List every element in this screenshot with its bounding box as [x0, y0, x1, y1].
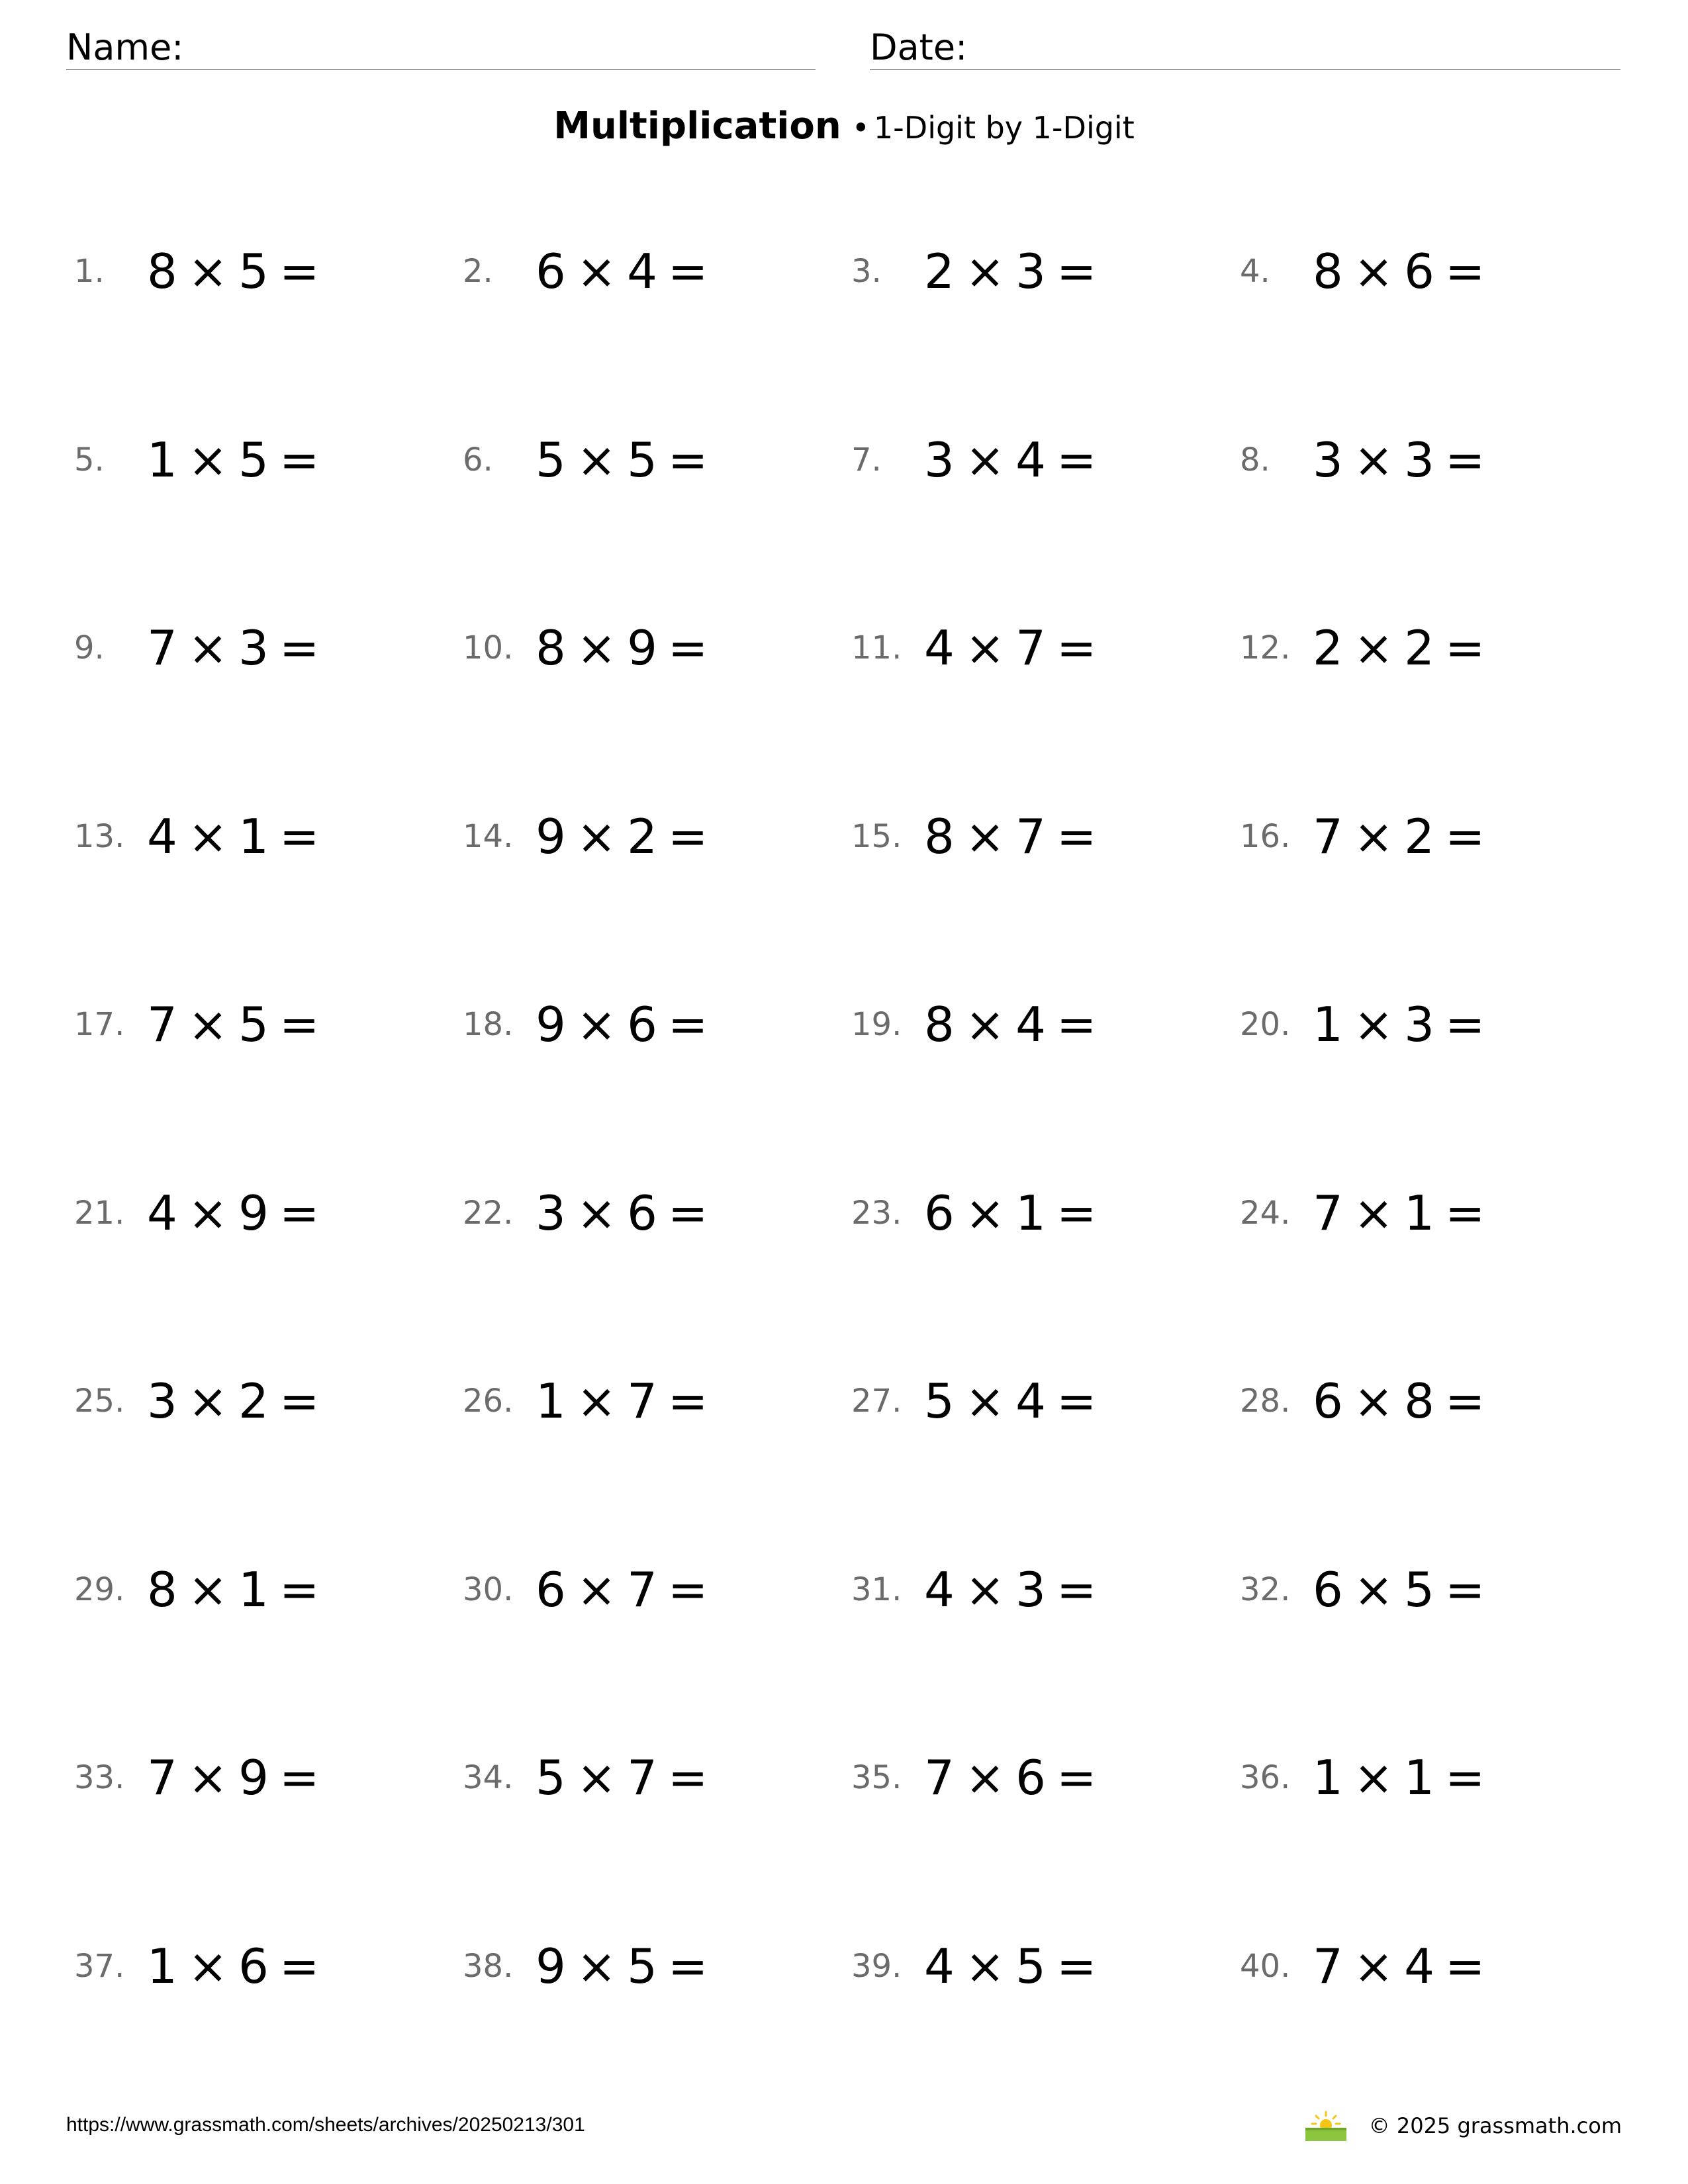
equals-sign: =: [1444, 1561, 1485, 1617]
equals-sign: =: [1444, 620, 1485, 676]
times-operator: ×: [576, 1561, 617, 1617]
problem-item: [74, 991, 445, 1058]
problem-item: [74, 1557, 445, 1623]
times-operator: ×: [1353, 997, 1394, 1052]
problem-item: [1240, 1745, 1611, 1811]
times-operator: ×: [576, 1938, 617, 1994]
problem-item: [463, 1368, 833, 1434]
equals-sign: =: [667, 1750, 708, 1805]
times-operator: ×: [576, 432, 617, 488]
problem-item: [74, 427, 445, 493]
factor-a: 4: [924, 1938, 955, 1994]
problem-number: 11.: [851, 629, 902, 666]
factor-b: 2: [1404, 620, 1434, 676]
factor-b: 7: [627, 1750, 657, 1805]
title-subtitle: 1-Digit by 1-Digit: [873, 110, 1135, 146]
times-operator: ×: [964, 620, 1006, 676]
factor-b: 3: [1015, 1561, 1046, 1617]
times-operator: ×: [576, 244, 617, 299]
problem-expression: [924, 615, 1107, 681]
problem-expression: [924, 1745, 1107, 1811]
problem-item: [851, 1745, 1222, 1811]
factor-a: 8: [536, 620, 566, 676]
problem-item: [851, 615, 1222, 681]
factor-b: 4: [1015, 1373, 1046, 1429]
times-operator: ×: [964, 808, 1006, 864]
name-field[interactable]: [66, 26, 816, 70]
factor-b: 1: [1404, 1750, 1434, 1805]
times-operator: ×: [187, 432, 228, 488]
problem-number: 6.: [463, 441, 493, 478]
equals-sign: =: [667, 1373, 708, 1429]
times-operator: ×: [1353, 244, 1394, 299]
problem-expression: [536, 991, 718, 1058]
problem-expression: [924, 991, 1107, 1058]
times-operator: ×: [576, 997, 617, 1052]
equals-sign: =: [1056, 432, 1097, 488]
problem-number: 27.: [851, 1383, 902, 1420]
problem-number: 17.: [74, 1006, 125, 1043]
equals-sign: =: [279, 1561, 320, 1617]
times-operator: ×: [964, 997, 1006, 1052]
problem-expression: [1313, 615, 1495, 681]
equals-sign: =: [667, 244, 708, 299]
problem-number: 23.: [851, 1194, 902, 1232]
equals-sign: =: [279, 244, 320, 299]
problem-item: [74, 1933, 445, 1999]
problem-expression: [1313, 238, 1495, 304]
times-operator: ×: [187, 997, 228, 1052]
problem-grid: [74, 238, 1623, 2118]
factor-b: 7: [1015, 620, 1046, 676]
equals-sign: =: [1056, 244, 1097, 299]
equals-sign: =: [1444, 1750, 1485, 1805]
factor-b: 2: [627, 808, 657, 864]
problem-expression: [147, 1745, 330, 1811]
factor-a: 7: [1313, 1938, 1343, 1994]
problem-expression: [536, 427, 718, 493]
problem-number: 19.: [851, 1006, 902, 1043]
times-operator: ×: [964, 1185, 1006, 1241]
factor-a: 5: [924, 1373, 955, 1429]
copyright-text: © 2025 grassmath.com: [1368, 2113, 1622, 2138]
factor-a: 6: [1313, 1561, 1343, 1617]
factor-b: 4: [1015, 432, 1046, 488]
problem-expression: [147, 1557, 330, 1623]
title-separator: •: [851, 110, 870, 146]
factor-b: 7: [627, 1373, 657, 1429]
times-operator: ×: [187, 1561, 228, 1617]
factor-a: 1: [147, 432, 177, 488]
equals-sign: =: [1056, 997, 1097, 1052]
problem-expression: [924, 803, 1107, 870]
problem-number: 34.: [463, 1759, 514, 1796]
factor-a: 5: [536, 432, 566, 488]
times-operator: ×: [1353, 1185, 1394, 1241]
problem-item: [851, 1557, 1222, 1623]
times-operator: ×: [1353, 432, 1394, 488]
problem-number: 10.: [463, 629, 514, 666]
factor-a: 7: [147, 997, 177, 1052]
equals-sign: =: [1444, 432, 1485, 488]
factor-a: 3: [924, 432, 955, 488]
page-title: [0, 105, 1688, 148]
equals-sign: =: [279, 1373, 320, 1429]
equals-sign: =: [667, 997, 708, 1052]
times-operator: ×: [576, 808, 617, 864]
footer-brand: [1303, 2106, 1622, 2146]
factor-a: 4: [924, 1561, 955, 1617]
problem-item: [1240, 991, 1611, 1058]
factor-a: 1: [536, 1373, 566, 1429]
equals-sign: =: [1444, 244, 1485, 299]
times-operator: ×: [187, 808, 228, 864]
problem-item: [463, 427, 833, 493]
factor-b: 3: [238, 620, 269, 676]
problem-item: [851, 991, 1222, 1058]
factor-a: 7: [1313, 808, 1343, 864]
times-operator: ×: [1353, 1561, 1394, 1617]
problem-item: [463, 238, 833, 304]
factor-b: 5: [627, 432, 657, 488]
factor-b: 6: [1015, 1750, 1046, 1805]
times-operator: ×: [187, 620, 228, 676]
problem-expression: [924, 238, 1107, 304]
problem-item: [851, 1368, 1222, 1434]
problem-number: 18.: [463, 1006, 514, 1043]
problem-item: [74, 1745, 445, 1811]
sun-over-grass-icon: [1303, 2109, 1349, 2142]
problem-item: [463, 803, 833, 870]
equals-sign: =: [1056, 1938, 1097, 1994]
factor-b: 1: [238, 1561, 269, 1617]
problem-expression: [1313, 803, 1495, 870]
footer-url: https://www.grassmath.com/sheets/archives/20250213/301: [66, 2114, 585, 2136]
problem-expression: [1313, 1745, 1495, 1811]
factor-b: 2: [238, 1373, 269, 1429]
problem-item: [851, 238, 1222, 304]
factor-a: 6: [536, 1561, 566, 1617]
problem-item: [74, 238, 445, 304]
problem-item: [74, 803, 445, 870]
problem-number: 24.: [1240, 1194, 1291, 1232]
factor-b: 3: [1404, 432, 1434, 488]
times-operator: ×: [1353, 620, 1394, 676]
factor-b: 5: [238, 997, 269, 1052]
problem-expression: [1313, 1933, 1495, 1999]
times-operator: ×: [964, 1561, 1006, 1617]
factor-b: 8: [1404, 1373, 1434, 1429]
factor-a: 5: [536, 1750, 566, 1805]
factor-b: 5: [238, 244, 269, 299]
date-label: Date:: [870, 26, 968, 68]
problem-expression: [147, 803, 330, 870]
problem-item: [1240, 1933, 1611, 1999]
factor-a: 6: [1313, 1373, 1343, 1429]
problem-item: [1240, 1368, 1611, 1434]
equals-sign: =: [667, 808, 708, 864]
times-operator: ×: [187, 1938, 228, 1994]
problem-expression: [147, 615, 330, 681]
problem-expression: [1313, 1180, 1495, 1246]
problem-expression: [147, 1933, 330, 1999]
times-operator: ×: [1353, 1750, 1394, 1805]
problem-expression: [536, 1368, 718, 1434]
factor-b: 9: [238, 1750, 269, 1805]
problem-expression: [536, 1745, 718, 1811]
factor-b: 6: [1404, 244, 1434, 299]
factor-a: 3: [1313, 432, 1343, 488]
problem-expression: [147, 1368, 330, 1434]
factor-b: 1: [1404, 1185, 1434, 1241]
problem-number: 7.: [851, 441, 882, 478]
equals-sign: =: [667, 620, 708, 676]
problem-expression: [536, 1933, 718, 1999]
times-operator: ×: [964, 1373, 1006, 1429]
factor-b: 5: [1404, 1561, 1434, 1617]
times-operator: ×: [576, 620, 617, 676]
equals-sign: =: [1444, 1185, 1485, 1241]
factor-a: 3: [536, 1185, 566, 1241]
times-operator: ×: [576, 1185, 617, 1241]
factor-a: 2: [1313, 620, 1343, 676]
equals-sign: =: [1444, 808, 1485, 864]
equals-sign: =: [279, 1185, 320, 1241]
equals-sign: =: [667, 1185, 708, 1241]
factor-a: 1: [1313, 1750, 1343, 1805]
problem-expression: [924, 1933, 1107, 1999]
problem-item: [1240, 1180, 1611, 1246]
factor-a: 4: [147, 1185, 177, 1241]
problem-number: 40.: [1240, 1947, 1291, 1985]
equals-sign: =: [1056, 620, 1097, 676]
problem-expression: [147, 427, 330, 493]
factor-b: 7: [1015, 808, 1046, 864]
factor-a: 1: [1313, 997, 1343, 1052]
problem-item: [1240, 1557, 1611, 1623]
date-field[interactable]: [870, 26, 1620, 70]
problem-item: [463, 991, 833, 1058]
equals-sign: =: [1444, 1938, 1485, 1994]
factor-b: 6: [627, 997, 657, 1052]
problem-number: 32.: [1240, 1570, 1291, 1608]
problem-number: 21.: [74, 1194, 125, 1232]
problem-expression: [924, 1180, 1107, 1246]
problem-item: [463, 1933, 833, 1999]
factor-b: 5: [238, 432, 269, 488]
times-operator: ×: [964, 244, 1006, 299]
factor-b: 3: [1015, 244, 1046, 299]
equals-sign: =: [279, 1938, 320, 1994]
times-operator: ×: [187, 1185, 228, 1241]
equals-sign: =: [279, 808, 320, 864]
factor-a: 9: [536, 997, 566, 1052]
problem-number: 33.: [74, 1759, 125, 1796]
problem-item: [851, 1180, 1222, 1246]
factor-b: 4: [1404, 1938, 1434, 1994]
problem-number: 29.: [74, 1570, 125, 1608]
factor-a: 7: [147, 1750, 177, 1805]
problem-expression: [147, 238, 330, 304]
problem-number: 36.: [1240, 1759, 1291, 1796]
problem-item: [463, 1180, 833, 1246]
times-operator: ×: [1353, 808, 1394, 864]
problem-expression: [147, 1180, 330, 1246]
problem-expression: [924, 1368, 1107, 1434]
problem-number: 15.: [851, 817, 902, 855]
factor-b: 7: [627, 1561, 657, 1617]
problem-item: [74, 1368, 445, 1434]
problem-expression: [147, 991, 330, 1058]
factor-a: 2: [924, 244, 955, 299]
problem-number: 25.: [74, 1383, 125, 1420]
problem-item: [463, 615, 833, 681]
problem-item: [1240, 803, 1611, 870]
equals-sign: =: [1056, 808, 1097, 864]
equals-sign: =: [279, 620, 320, 676]
problem-item: [851, 427, 1222, 493]
factor-a: 4: [924, 620, 955, 676]
equals-sign: =: [279, 432, 320, 488]
times-operator: ×: [1353, 1938, 1394, 1994]
factor-a: 7: [924, 1750, 955, 1805]
equals-sign: =: [1056, 1561, 1097, 1617]
times-operator: ×: [576, 1750, 617, 1805]
problem-number: 9.: [74, 629, 105, 666]
times-operator: ×: [576, 1373, 617, 1429]
factor-b: 2: [1404, 808, 1434, 864]
equals-sign: =: [1444, 997, 1485, 1052]
problem-number: 3.: [851, 253, 882, 290]
factor-a: 4: [147, 808, 177, 864]
problem-number: 39.: [851, 1947, 902, 1985]
problem-number: 30.: [463, 1570, 514, 1608]
problem-number: 26.: [463, 1383, 514, 1420]
problem-number: 37.: [74, 1947, 125, 1985]
problem-expression: [924, 1557, 1107, 1623]
problem-number: 8.: [1240, 441, 1270, 478]
equals-sign: =: [667, 1938, 708, 1994]
factor-a: 1: [147, 1938, 177, 1994]
problem-number: 14.: [463, 817, 514, 855]
factor-a: 3: [147, 1373, 177, 1429]
equals-sign: =: [1056, 1373, 1097, 1429]
factor-b: 1: [238, 808, 269, 864]
problem-expression: [536, 1557, 718, 1623]
factor-a: 6: [536, 244, 566, 299]
times-operator: ×: [964, 1750, 1006, 1805]
factor-b: 3: [1404, 997, 1434, 1052]
factor-b: 5: [1015, 1938, 1046, 1994]
problem-number: 4.: [1240, 253, 1270, 290]
equals-sign: =: [1056, 1185, 1097, 1241]
problem-number: 20.: [1240, 1006, 1291, 1043]
factor-b: 6: [238, 1938, 269, 1994]
factor-b: 9: [238, 1185, 269, 1241]
problem-item: [1240, 238, 1611, 304]
problem-item: [463, 1557, 833, 1623]
factor-a: 8: [1313, 244, 1343, 299]
problem-expression: [536, 238, 718, 304]
factor-a: 8: [147, 244, 177, 299]
equals-sign: =: [279, 1750, 320, 1805]
problem-item: [74, 1180, 445, 1246]
problem-item: [851, 803, 1222, 870]
name-label: Name:: [66, 26, 184, 68]
factor-a: 8: [924, 997, 955, 1052]
problem-expression: [1313, 427, 1495, 493]
title-main: Multiplication: [553, 105, 841, 148]
problem-item: [1240, 427, 1611, 493]
factor-a: 9: [536, 1938, 566, 1994]
problem-number: 35.: [851, 1759, 902, 1796]
problem-number: 1.: [74, 253, 105, 290]
equals-sign: =: [279, 997, 320, 1052]
problem-item: [463, 1745, 833, 1811]
factor-a: 6: [924, 1185, 955, 1241]
factor-a: 7: [147, 620, 177, 676]
problem-expression: [924, 427, 1107, 493]
factor-a: 9: [536, 808, 566, 864]
problem-number: 31.: [851, 1570, 902, 1608]
problem-number: 16.: [1240, 817, 1291, 855]
equals-sign: =: [1056, 1750, 1097, 1805]
problem-number: 22.: [463, 1194, 514, 1232]
problem-expression: [1313, 991, 1495, 1058]
factor-b: 6: [627, 1185, 657, 1241]
equals-sign: =: [667, 432, 708, 488]
problem-number: 13.: [74, 817, 125, 855]
problem-item: [74, 615, 445, 681]
problem-number: 5.: [74, 441, 105, 478]
problem-expression: [536, 803, 718, 870]
factor-a: 7: [1313, 1185, 1343, 1241]
factor-a: 8: [924, 808, 955, 864]
problem-expression: [1313, 1557, 1495, 1623]
factor-b: 5: [627, 1938, 657, 1994]
equals-sign: =: [1444, 1373, 1485, 1429]
times-operator: ×: [187, 1750, 228, 1805]
times-operator: ×: [964, 1938, 1006, 1994]
problem-number: 12.: [1240, 629, 1291, 666]
problem-number: 2.: [463, 253, 493, 290]
problem-expression: [536, 1180, 718, 1246]
problem-item: [851, 1933, 1222, 1999]
problem-item: [1240, 615, 1611, 681]
factor-b: 9: [627, 620, 657, 676]
problem-number: 38.: [463, 1947, 514, 1985]
times-operator: ×: [187, 1373, 228, 1429]
times-operator: ×: [187, 244, 228, 299]
problem-expression: [1313, 1368, 1495, 1434]
times-operator: ×: [1353, 1373, 1394, 1429]
factor-b: 1: [1015, 1185, 1046, 1241]
factor-b: 4: [627, 244, 657, 299]
times-operator: ×: [964, 432, 1006, 488]
factor-b: 4: [1015, 997, 1046, 1052]
problem-number: 28.: [1240, 1383, 1291, 1420]
equals-sign: =: [667, 1561, 708, 1617]
problem-expression: [536, 615, 718, 681]
factor-a: 8: [147, 1561, 177, 1617]
